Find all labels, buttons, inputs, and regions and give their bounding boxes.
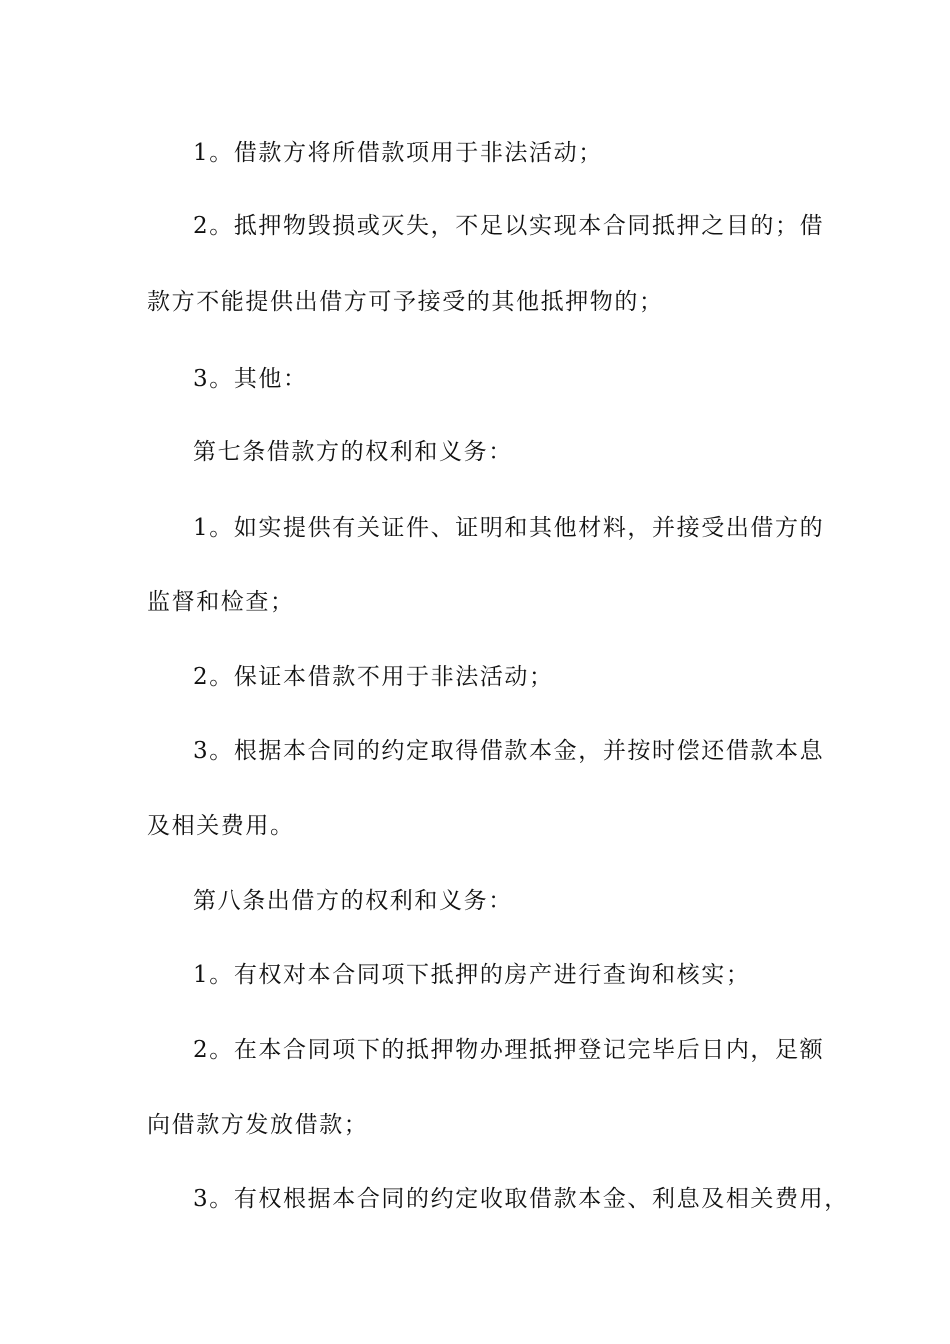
clause-1-illegal-use: 1。借款方将所借款项用于非法活动；: [193, 140, 603, 166]
article-7-item-1-continuation: 监督和检查；: [147, 589, 295, 615]
article-7-item-2: 2。保证本借款不用于非法活动；: [193, 664, 554, 690]
article-8-heading: 第八条出借方的权利和义务：: [193, 888, 513, 914]
article-7-item-3-continuation: 及相关费用。: [147, 813, 295, 839]
clause-2-continuation: 款方不能提供出借方可予接受的其他抵押物的；: [147, 289, 664, 315]
article-8-item-3: 3。有权根据本合同的约定收取借款本金、利息及相关费用，: [193, 1186, 849, 1212]
clause-2-collateral-loss: 2。抵押物毁损或灭失，不足以实现本合同抵押之目的；借: [193, 213, 825, 239]
clause-3-other: 3。其他：: [193, 366, 308, 392]
article-8-item-2: 2。在本合同项下的抵押物办理抵押登记完毕后日内，足额: [193, 1037, 825, 1063]
article-7-heading: 第七条借款方的权利和义务：: [193, 439, 513, 465]
article-7-item-1: 1。如实提供有关证件、证明和其他材料，并接受出借方的: [193, 515, 825, 541]
article-8-item-1: 1。有权对本合同项下抵押的房产进行查询和核实；: [193, 962, 751, 988]
article-7-item-3: 3。根据本合同的约定取得借款本金，并按时偿还借款本息: [193, 738, 825, 764]
article-8-item-2-continuation: 向借款方发放借款；: [147, 1112, 369, 1138]
